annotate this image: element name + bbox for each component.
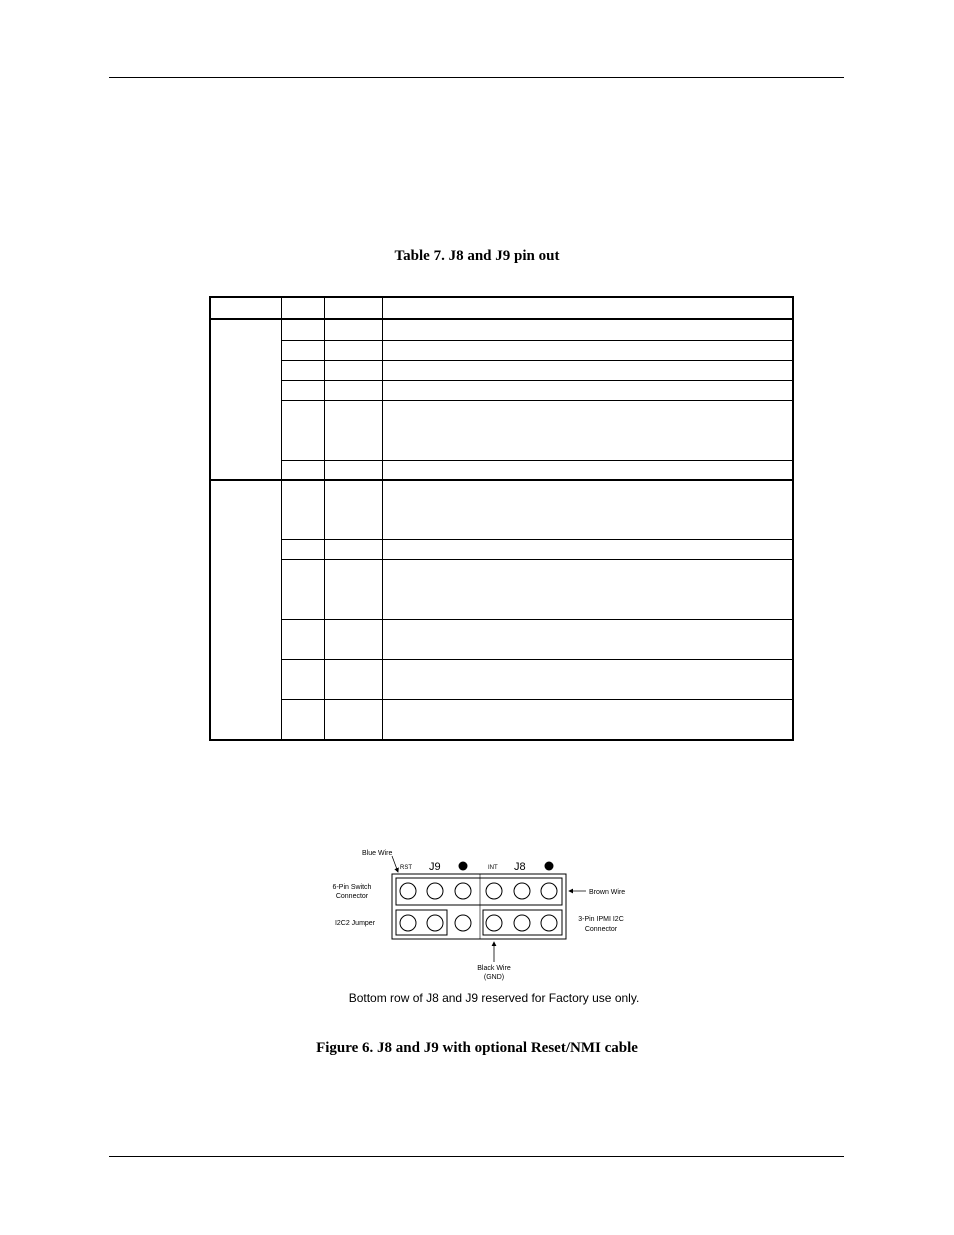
description-cell xyxy=(382,660,793,700)
header-cell xyxy=(324,297,382,319)
signal-cell xyxy=(324,660,382,700)
j8-label: J8 xyxy=(514,861,526,873)
pin xyxy=(486,915,502,931)
description-cell xyxy=(382,560,793,620)
table-caption: Table 7. J8 and J9 pin out xyxy=(394,248,560,264)
table-row xyxy=(210,540,793,560)
pin xyxy=(400,915,416,931)
signal-cell xyxy=(324,360,382,380)
pin-cell xyxy=(281,380,324,400)
six-pin-label-line1: 6-Pin Switch xyxy=(332,884,372,891)
connector-outline xyxy=(392,874,566,939)
description-cell xyxy=(382,360,793,380)
signal-cell xyxy=(324,560,382,620)
connector-cell xyxy=(210,480,281,740)
description-cell xyxy=(382,340,793,360)
pin-cell xyxy=(281,560,324,620)
table-row xyxy=(210,360,793,380)
pin-cell xyxy=(281,540,324,560)
header-rule xyxy=(109,77,844,78)
black-wire-label-line2: (GND) xyxy=(483,974,505,981)
table-row xyxy=(210,460,793,480)
figure-note: Bottom row of J8 and J9 reserved for Factory use only. xyxy=(348,991,640,1005)
description-cell xyxy=(382,620,793,660)
pin-cell xyxy=(281,360,324,380)
pin-cell xyxy=(281,319,324,340)
signal-cell xyxy=(324,380,382,400)
pinout-table xyxy=(209,296,794,741)
table-row xyxy=(210,660,793,700)
pin xyxy=(541,915,557,931)
description-cell xyxy=(382,380,793,400)
six-pin-label-line2: Connector xyxy=(335,893,369,900)
description-cell xyxy=(382,319,793,340)
j8-pin1-marker xyxy=(545,862,554,871)
pin-cell xyxy=(281,340,324,360)
signal-cell xyxy=(324,700,382,740)
pin xyxy=(455,915,471,931)
pin xyxy=(486,883,502,899)
table-row xyxy=(210,380,793,400)
blue-wire-label: Blue Wire xyxy=(362,850,393,857)
ipmi-label-line1: 3-Pin IPMI I2C xyxy=(578,916,624,923)
table-row xyxy=(210,620,793,660)
pin-cell xyxy=(281,620,324,660)
description-cell xyxy=(382,540,793,560)
footer-rule xyxy=(109,1156,844,1157)
description-cell xyxy=(382,480,793,539)
signal-cell xyxy=(324,340,382,360)
pin-cell xyxy=(281,660,324,700)
pin xyxy=(514,883,530,899)
table-row xyxy=(210,560,793,620)
six-pin-switch-box xyxy=(396,878,562,905)
table-row xyxy=(210,400,793,460)
header-cell xyxy=(210,297,281,319)
signal-cell xyxy=(324,540,382,560)
i2c2-jumper-label: I2C2 Jumper xyxy=(334,920,376,927)
signal-cell xyxy=(324,460,382,480)
signal-cell xyxy=(324,480,382,539)
brown-wire-label: Brown Wire xyxy=(589,889,626,896)
description-cell xyxy=(382,400,793,460)
description-cell xyxy=(382,700,793,740)
figure-caption: Figure 6. J8 and J9 with optional Reset/NMI cable xyxy=(316,1040,638,1056)
bottom-pin-row xyxy=(400,915,557,931)
j8-j9-connector-diagram xyxy=(320,840,660,990)
pin xyxy=(514,915,530,931)
pin xyxy=(541,883,557,899)
table-row xyxy=(210,319,793,340)
pin xyxy=(427,883,443,899)
rst-label: RST xyxy=(400,865,412,871)
table-header-row xyxy=(210,297,793,319)
pin-cell xyxy=(281,460,324,480)
table-row xyxy=(210,480,793,539)
black-wire-label-line1: Black Wire xyxy=(477,965,511,972)
signal-cell xyxy=(324,400,382,460)
table-row xyxy=(210,700,793,740)
top-pin-row xyxy=(400,883,557,899)
pin-cell xyxy=(281,400,324,460)
pin xyxy=(400,883,416,899)
description-cell xyxy=(382,460,793,480)
j9-label: J9 xyxy=(429,861,441,873)
j9-pin1-marker xyxy=(459,862,468,871)
connector-cell xyxy=(210,319,281,480)
signal-cell xyxy=(324,319,382,340)
header-cell xyxy=(281,297,324,319)
header-cell xyxy=(382,297,793,319)
int-label: INT xyxy=(488,865,498,871)
signal-cell xyxy=(324,620,382,660)
pin-cell xyxy=(281,700,324,740)
blue-wire-arrow xyxy=(392,856,398,872)
pin xyxy=(455,883,471,899)
pin xyxy=(427,915,443,931)
pin-cell xyxy=(281,480,324,539)
ipmi-label-line2: Connector xyxy=(584,926,618,933)
table-row xyxy=(210,340,793,360)
